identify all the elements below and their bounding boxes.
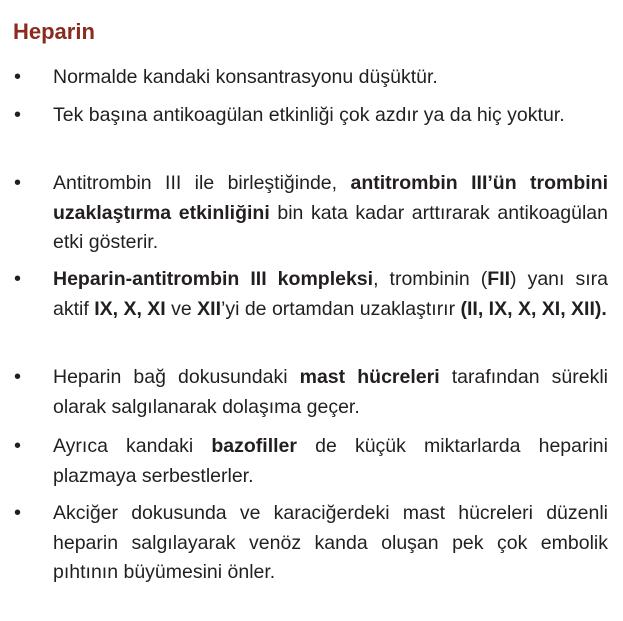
- bold-text-run: Heparin-antitrombin III kompleksi: [53, 268, 374, 290]
- text-run: bin kata kadar arttırarak antikoagülan etki gösterir.: [53, 201, 608, 253]
- bold-text-run: mast hücreleri: [299, 366, 440, 388]
- bullet-marker: •: [14, 502, 22, 524]
- list-item-text: [53, 63, 608, 93]
- bullet-marker: •: [14, 366, 22, 388]
- text-run: Tek başına antikoagülan etkinliği çok azdır ya da hiç yoktur.: [53, 104, 565, 126]
- section-title: Heparin: [13, 19, 95, 44]
- text-run: Akciğer dokusunda ve karaciğerdeki mast hücreleri düzenli heparin salgılayarak venöz kanda oluşan pek çok embolik pıhtının büyümesini önler.: [53, 502, 608, 583]
- text-run: ’yi de ortamdan uzaklaştırır: [221, 297, 461, 320]
- bullet-marker: •: [14, 268, 22, 290]
- bold-text-run: antitrombin III’ün trombini uzaklaştırma etkinliğini: [53, 172, 608, 224]
- list-item-text: [53, 265, 608, 324]
- bold-text-run: IX, X, XI: [94, 297, 166, 320]
- text-run: Normalde kandaki konsantrasyonu düşüktür.: [53, 66, 438, 88]
- bullet-marker: •: [14, 172, 22, 194]
- bullet-marker: •: [14, 104, 22, 126]
- list-item-text: [53, 432, 608, 491]
- list-item-text: [53, 169, 608, 258]
- text-run: tarafından sürekli olarak salgılanarak dolaşıma geçer.: [53, 366, 608, 418]
- text-run: Antitrombin III ile birleştiğinde,: [53, 172, 351, 194]
- bold-text-run: FII: [487, 268, 511, 290]
- text-run: Ayrıca kandaki: [53, 435, 212, 457]
- text-run: Heparin bağ dokusundaki: [53, 366, 300, 388]
- text-run: de küçük miktarlarda heparini plazmaya serbestlerler.: [53, 435, 608, 487]
- list-item-text: [53, 363, 608, 422]
- list-item-text: [53, 101, 608, 131]
- text-run: ) yanı sıra aktif: [53, 268, 608, 320]
- text-run: ve: [165, 297, 198, 320]
- bold-text-run: bazofiller: [211, 435, 297, 457]
- bold-text-run: (II, IX, X, XI, XII).: [460, 297, 607, 320]
- bold-text-run: XII: [197, 297, 221, 320]
- bullet-marker: •: [14, 66, 22, 88]
- bullet-marker: •: [14, 435, 22, 457]
- text-run: , trombinin (: [373, 268, 488, 290]
- list-item-text: [53, 499, 608, 588]
